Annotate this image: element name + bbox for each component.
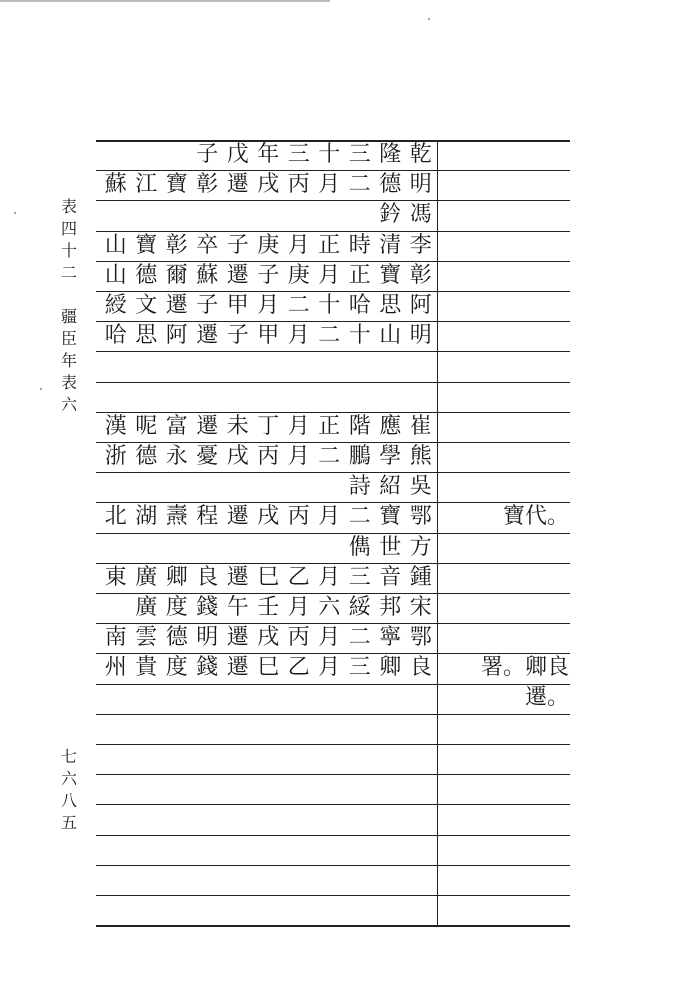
table-char: 三 (348, 142, 371, 167)
table-char: 清 (379, 233, 402, 258)
table-char: 寶 (135, 233, 158, 258)
table-char: 未 (226, 414, 249, 439)
table-char: 子 (196, 293, 219, 318)
table-char: 綏 (348, 595, 371, 620)
table-char: 二 (318, 444, 341, 469)
side-title-char: 二 (60, 263, 77, 282)
table-char: 遷 (226, 263, 249, 288)
table-char: 哈 (348, 293, 371, 318)
row-rule (96, 744, 570, 745)
table-char: 文 (135, 293, 158, 318)
table-row (100, 321, 436, 351)
table-char: 明 (409, 172, 432, 197)
table-row (100, 593, 436, 623)
speck (40, 388, 42, 390)
table-char: 東 (104, 565, 127, 590)
table-char: 思 (135, 323, 158, 348)
table-char: 二 (348, 625, 371, 650)
table-char: 三 (287, 142, 310, 167)
table-char: 遷 (226, 655, 249, 680)
table-char: 彰 (409, 263, 432, 288)
table-char: 吳 (409, 474, 432, 499)
table-char: 丙 (287, 172, 310, 197)
table-char: 二 (348, 504, 371, 529)
page-number (58, 746, 80, 834)
table-char: 月 (287, 233, 310, 258)
table-char: 錢 (196, 595, 219, 620)
table-char: 遷 (196, 414, 219, 439)
table-char: 戌 (257, 625, 280, 650)
table-char: 邦 (379, 595, 402, 620)
table-char: 鄂 (409, 504, 432, 529)
table-char: 寶 (379, 504, 402, 529)
row-rule (96, 684, 570, 685)
table-char: 漢 (104, 414, 127, 439)
table-char: 音 (379, 565, 402, 590)
table-char: 子 (226, 323, 249, 348)
table-char: 月 (287, 444, 310, 469)
row-note: 寶代。 (502, 504, 569, 529)
table-char: 宋 (409, 595, 432, 620)
table-char: 阿 (165, 323, 188, 348)
table-row (100, 623, 436, 653)
table-char: 方 (409, 535, 432, 560)
table-char: 年 (257, 142, 280, 167)
table-char: 錢 (196, 655, 219, 680)
table-char: 庚 (257, 233, 280, 258)
table-char: 戌 (226, 444, 249, 469)
table-char: 月 (318, 625, 341, 650)
table-char: 月 (287, 323, 310, 348)
table-char: 應 (379, 414, 402, 439)
table-char: 紹 (379, 474, 402, 499)
table-row (100, 563, 436, 593)
table-char: 三 (348, 655, 371, 680)
table-row (100, 442, 436, 472)
row-rule (96, 835, 570, 836)
table-char: 世 (379, 535, 402, 560)
table-char: 二 (348, 172, 371, 197)
table-char: 乙 (287, 565, 310, 590)
table-char: 六 (318, 595, 341, 620)
table-char: 燾 (165, 504, 188, 529)
table-char: 山 (104, 263, 127, 288)
row-rule (96, 895, 570, 896)
table-char: 德 (165, 625, 188, 650)
table-char: 明 (409, 323, 432, 348)
table-char: 壬 (257, 595, 280, 620)
row-rule (96, 774, 570, 775)
table-char: 乙 (287, 655, 310, 680)
table-char: 卿 (165, 565, 188, 590)
table-row (100, 170, 436, 200)
table-char: 富 (165, 414, 188, 439)
row-rule (96, 714, 570, 715)
table-char: 丁 (257, 414, 280, 439)
table-char: 月 (318, 172, 341, 197)
row-rule (96, 865, 570, 866)
table-char: 儁 (348, 535, 371, 560)
top-edge-rule (0, 0, 330, 2)
table-char: 鄂 (409, 625, 432, 650)
table-char: 寧 (379, 625, 402, 650)
side-title (58, 196, 80, 416)
table-char: 戊 (226, 142, 249, 167)
table-char: 丙 (287, 504, 310, 529)
page-number-char: 七 (60, 747, 77, 766)
table-char: 月 (318, 263, 341, 288)
table-char: 憂 (196, 444, 219, 469)
side-title-char: 六 (60, 395, 77, 414)
table-char: 湖 (135, 504, 158, 529)
row-note: 署。卿良遷。 (480, 655, 569, 710)
table-header (100, 140, 436, 170)
side-title-char: 四 (60, 219, 77, 238)
table-char: 程 (196, 504, 219, 529)
table-row (100, 653, 436, 683)
side-title-char: 表 (60, 373, 77, 392)
table-char: 遷 (196, 323, 219, 348)
table-char: 彰 (196, 172, 219, 197)
table-char: 巳 (257, 565, 280, 590)
table-row (100, 412, 436, 442)
table-char: 正 (348, 263, 371, 288)
table-char: 十 (318, 293, 341, 318)
table-char: 月 (318, 504, 341, 529)
table-char: 南 (104, 625, 127, 650)
table-char: 正 (318, 414, 341, 439)
table-row (100, 472, 436, 502)
table-char: 鈐 (379, 202, 402, 227)
table-char: 巳 (257, 655, 280, 680)
table-char: 思 (379, 293, 402, 318)
table-char: 乾 (409, 142, 432, 167)
table-char: 永 (165, 444, 188, 469)
table-char: 哈 (104, 323, 127, 348)
table-char: 子 (226, 233, 249, 258)
table-char: 山 (104, 233, 127, 258)
table-row (100, 231, 436, 261)
table-char: 阿 (409, 293, 432, 318)
table-char: 卿 (379, 655, 402, 680)
table-char: 良 (409, 655, 432, 680)
table-char: 月 (318, 655, 341, 680)
table-char: 三 (348, 565, 371, 590)
table-char: 戌 (257, 504, 280, 529)
table-char: 十 (318, 142, 341, 167)
column-divider (437, 140, 438, 925)
side-title-char (58, 284, 80, 306)
table-char: 山 (379, 323, 402, 348)
table-char: 良 (196, 565, 219, 590)
table-char: 熊 (409, 444, 432, 469)
table-char: 月 (257, 293, 280, 318)
table-char: 呢 (135, 414, 158, 439)
table-char: 蘇 (196, 263, 219, 288)
table-row (100, 382, 436, 412)
table-char: 二 (287, 293, 310, 318)
table-row (100, 533, 436, 563)
table-char: 月 (287, 414, 310, 439)
table-char: 遷 (226, 172, 249, 197)
table-char: 十 (348, 323, 371, 348)
table-char: 正 (318, 233, 341, 258)
row-rule (96, 925, 570, 927)
speck (14, 212, 16, 214)
table-row (100, 502, 436, 532)
table-char: 學 (379, 444, 402, 469)
table-char: 月 (318, 565, 341, 590)
table-char: 江 (135, 172, 158, 197)
table-char: 彰 (165, 233, 188, 258)
side-title-char: 表 (60, 197, 77, 216)
table-char: 階 (348, 414, 371, 439)
table-char: 庚 (287, 263, 310, 288)
table-char: 鵬 (348, 444, 371, 469)
table-char: 戌 (257, 172, 280, 197)
table-char: 子 (196, 142, 219, 167)
table-row (100, 200, 436, 230)
side-title-char: 疆 (60, 307, 77, 326)
table-char: 德 (135, 444, 158, 469)
table-char: 德 (379, 172, 402, 197)
speck (428, 18, 430, 20)
table-char: 浙 (104, 444, 127, 469)
table-char: 寶 (379, 263, 402, 288)
table-char: 度 (165, 595, 188, 620)
table-char: 鍾 (409, 565, 432, 590)
page-number-char: 五 (60, 813, 77, 832)
table-char: 遷 (226, 504, 249, 529)
row-rule (96, 804, 570, 805)
table-char: 遷 (226, 565, 249, 590)
page-number-char: 六 (60, 769, 77, 788)
table-char: 寶 (165, 172, 188, 197)
side-title-char: 十 (60, 241, 77, 260)
table-char: 丙 (257, 444, 280, 469)
table-char: 雲 (135, 625, 158, 650)
table-char: 綬 (104, 293, 127, 318)
table-char: 詩 (348, 474, 371, 499)
table-row (100, 351, 436, 381)
table-char: 時 (348, 233, 371, 258)
table-char: 崔 (409, 414, 432, 439)
side-title-char: 年 (60, 351, 77, 370)
table-char: 廣 (135, 565, 158, 590)
table-char: 丙 (287, 625, 310, 650)
table-char: 度 (165, 655, 188, 680)
table-char: 德 (135, 263, 158, 288)
table-char: 午 (226, 595, 249, 620)
table-char: 明 (196, 625, 219, 650)
table-char: 甲 (257, 323, 280, 348)
table-row (100, 291, 436, 321)
table-char: 李 (409, 233, 432, 258)
side-title-char: 臣 (60, 329, 77, 348)
table-char: 二 (318, 323, 341, 348)
table-char: 遷 (226, 625, 249, 650)
table-char: 甲 (226, 293, 249, 318)
table-char: 子 (257, 263, 280, 288)
table-char: 蘇 (104, 172, 127, 197)
table-char: 月 (287, 595, 310, 620)
table-char: 遷 (165, 293, 188, 318)
table-char: 隆 (379, 142, 402, 167)
table-char: 州 (104, 655, 127, 680)
table-char: 廣 (135, 595, 158, 620)
table-char: 貴 (135, 655, 158, 680)
page-number-char: 八 (60, 791, 77, 810)
table-row (100, 261, 436, 291)
table-char: 卒 (196, 233, 219, 258)
table-char: 爾 (165, 263, 188, 288)
table-char: 馮 (409, 202, 432, 227)
table-char: 北 (104, 504, 127, 529)
